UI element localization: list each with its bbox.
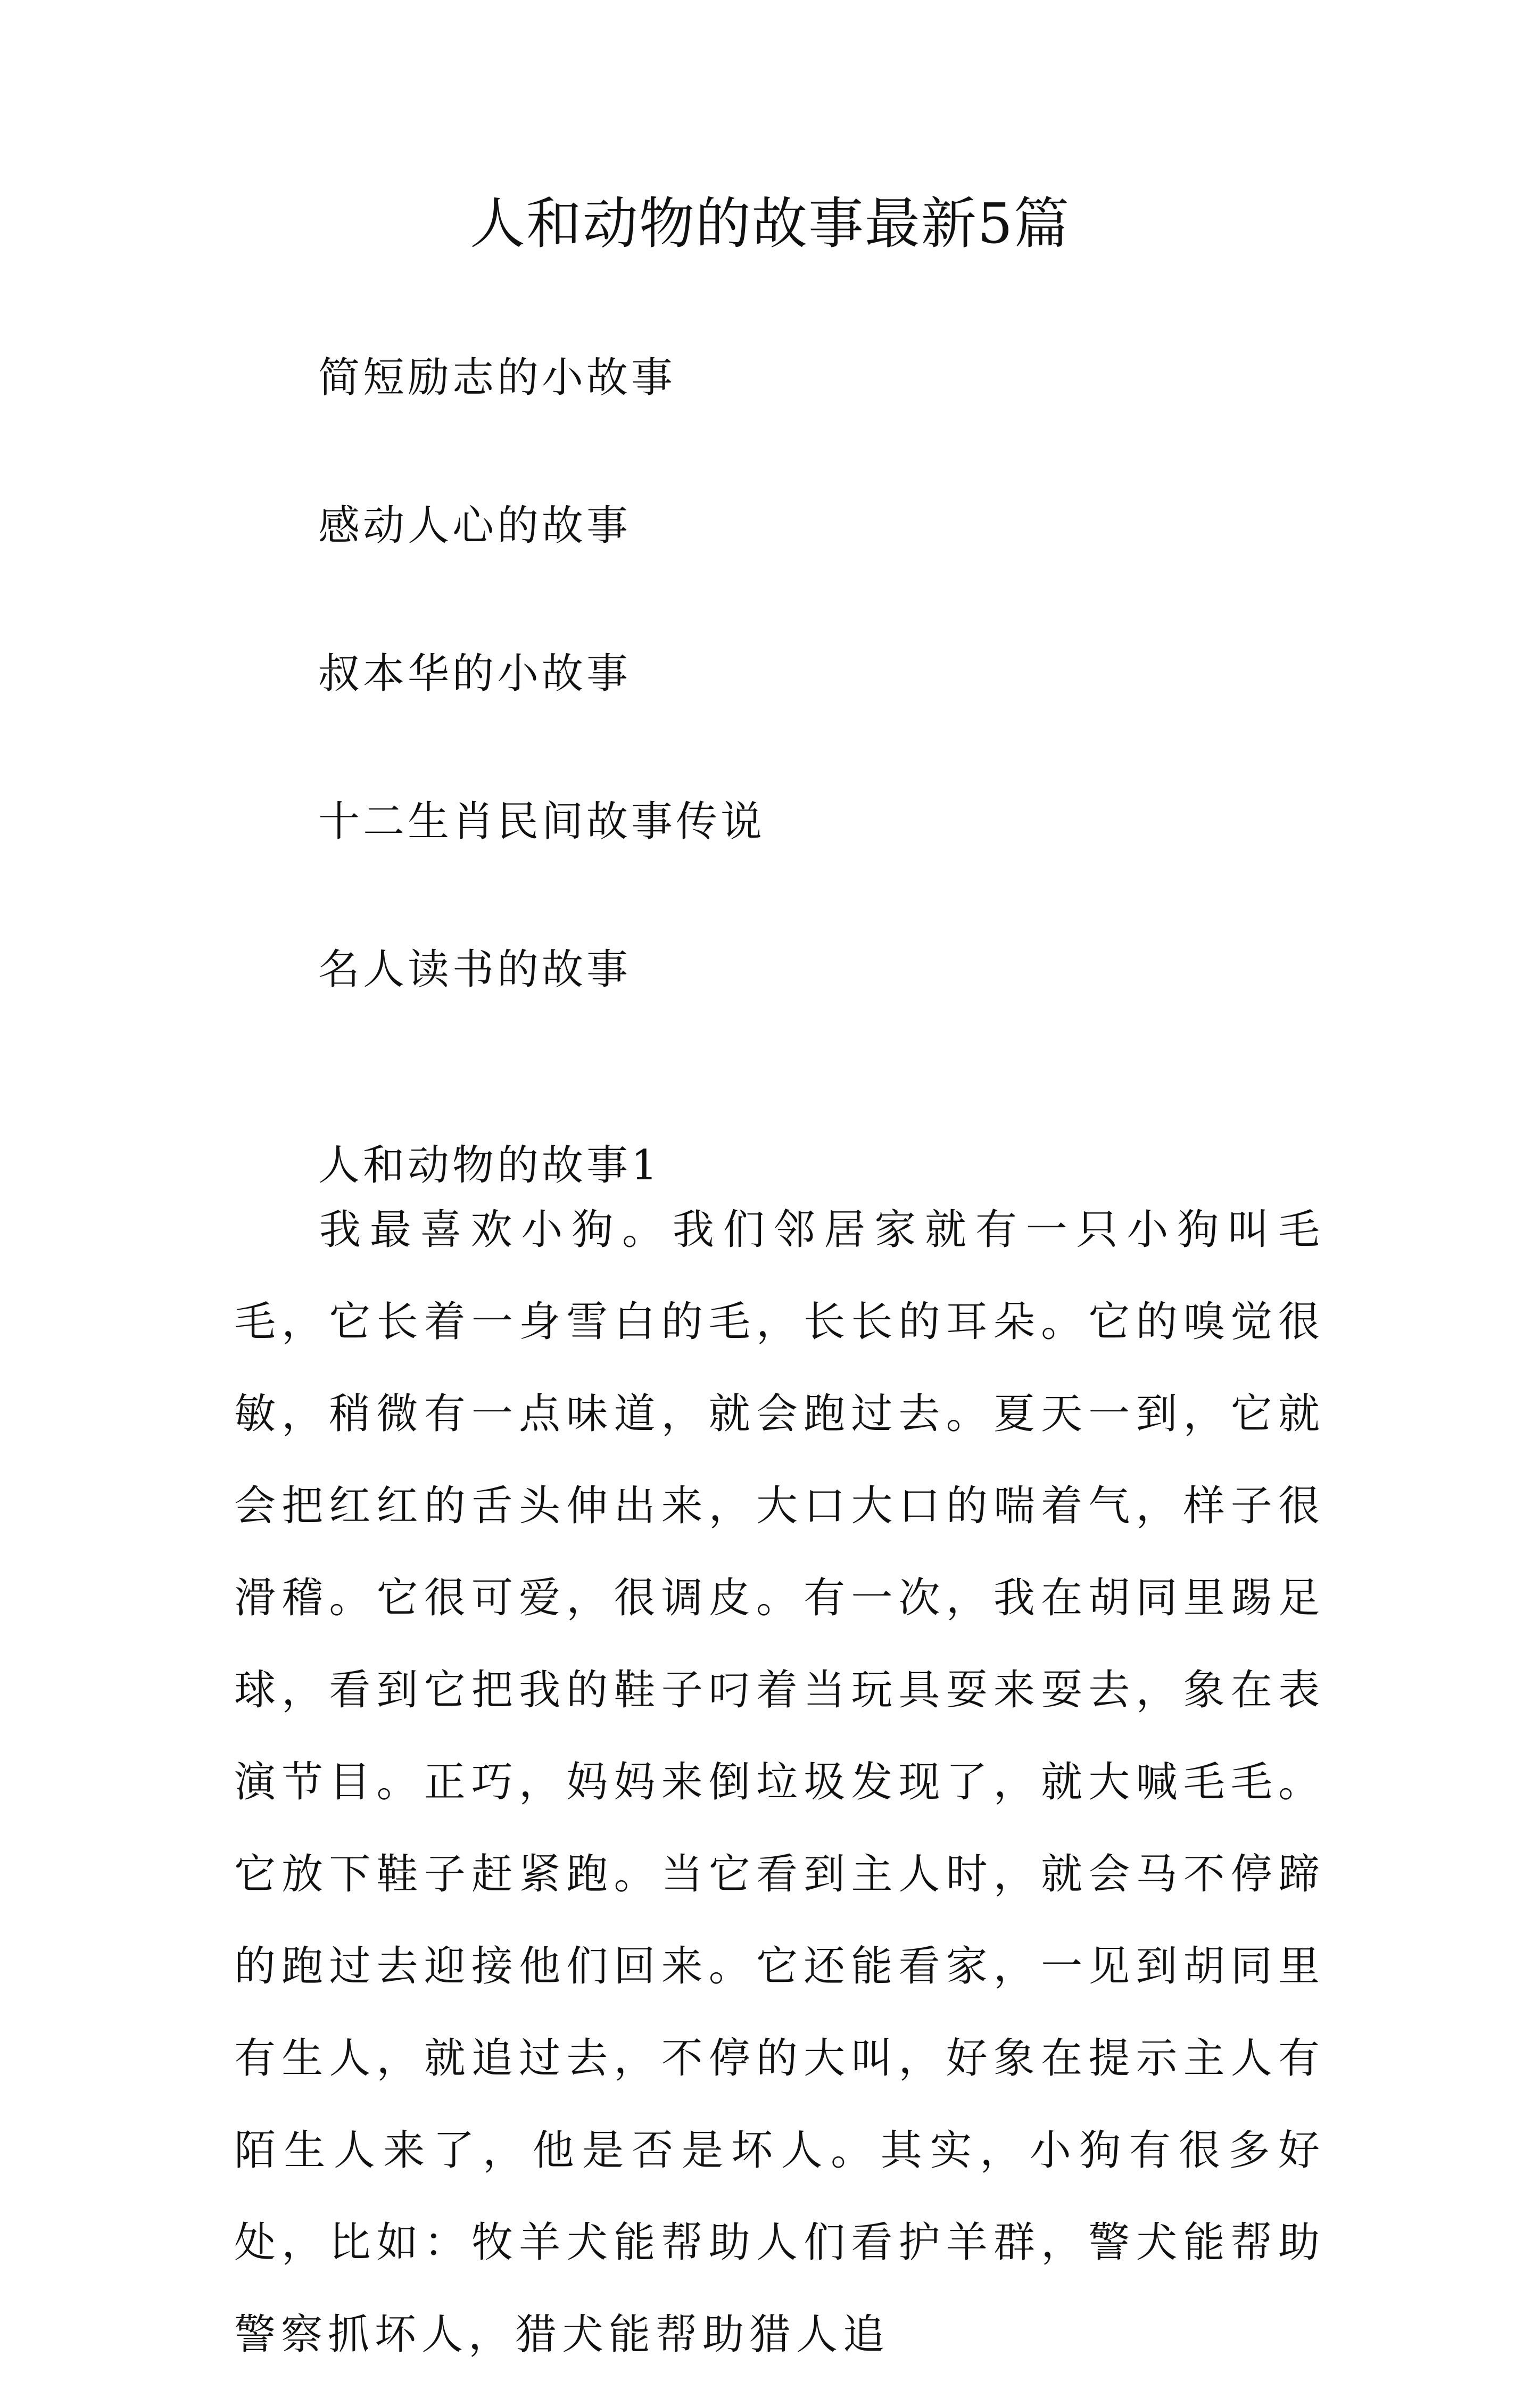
section-heading: 人和动物的故事1: [318, 1142, 661, 1189]
story-paragraph: 我最喜欢小狗。我们邻居家就有一只小狗叫毛毛，它长着一身雪白的毛，长长的耳朵。它的嗅觉很敏，稍微有一点味道，就会跑过去。夏天一到，它就会把红红的舌头伸出来，大口大口的喘着气，样子很滑稽。它很可爱，很调皮。有一次，我在胡同里踢足球，看到它把我的鞋子叼着当玩具耍来耍去，象在表演节目。正巧，妈妈来倒垃圾发现了，就大喊毛毛。它放下鞋子赶紧跑。当它看到主人时，就会马不停蹄的跑过去迎接他们回来。它还能看家，一见到胡同里有生人，就追过去，不停的大叫，好象在提示主人有陌生人来了，他是否是坏人。其实，小狗有很多好处，比如：牧羊犬能帮助人们看护羊群，警犬能帮助警察抓坏人，猎犬能帮助猎人追: [234, 1206, 1325, 2359]
story-list-item: 感动人心的故事: [318, 502, 632, 550]
story-list-item: 十二生肖民间故事传说: [318, 798, 766, 846]
story-list-item: 名人读书的故事: [318, 946, 632, 994]
story-list-item: 简短励志的小故事: [318, 354, 676, 402]
story-list-item: 叔本华的小故事: [318, 650, 632, 698]
document-title: 人和动物的故事最新5篇: [469, 191, 1071, 256]
story-list: [318, 351, 765, 1091]
